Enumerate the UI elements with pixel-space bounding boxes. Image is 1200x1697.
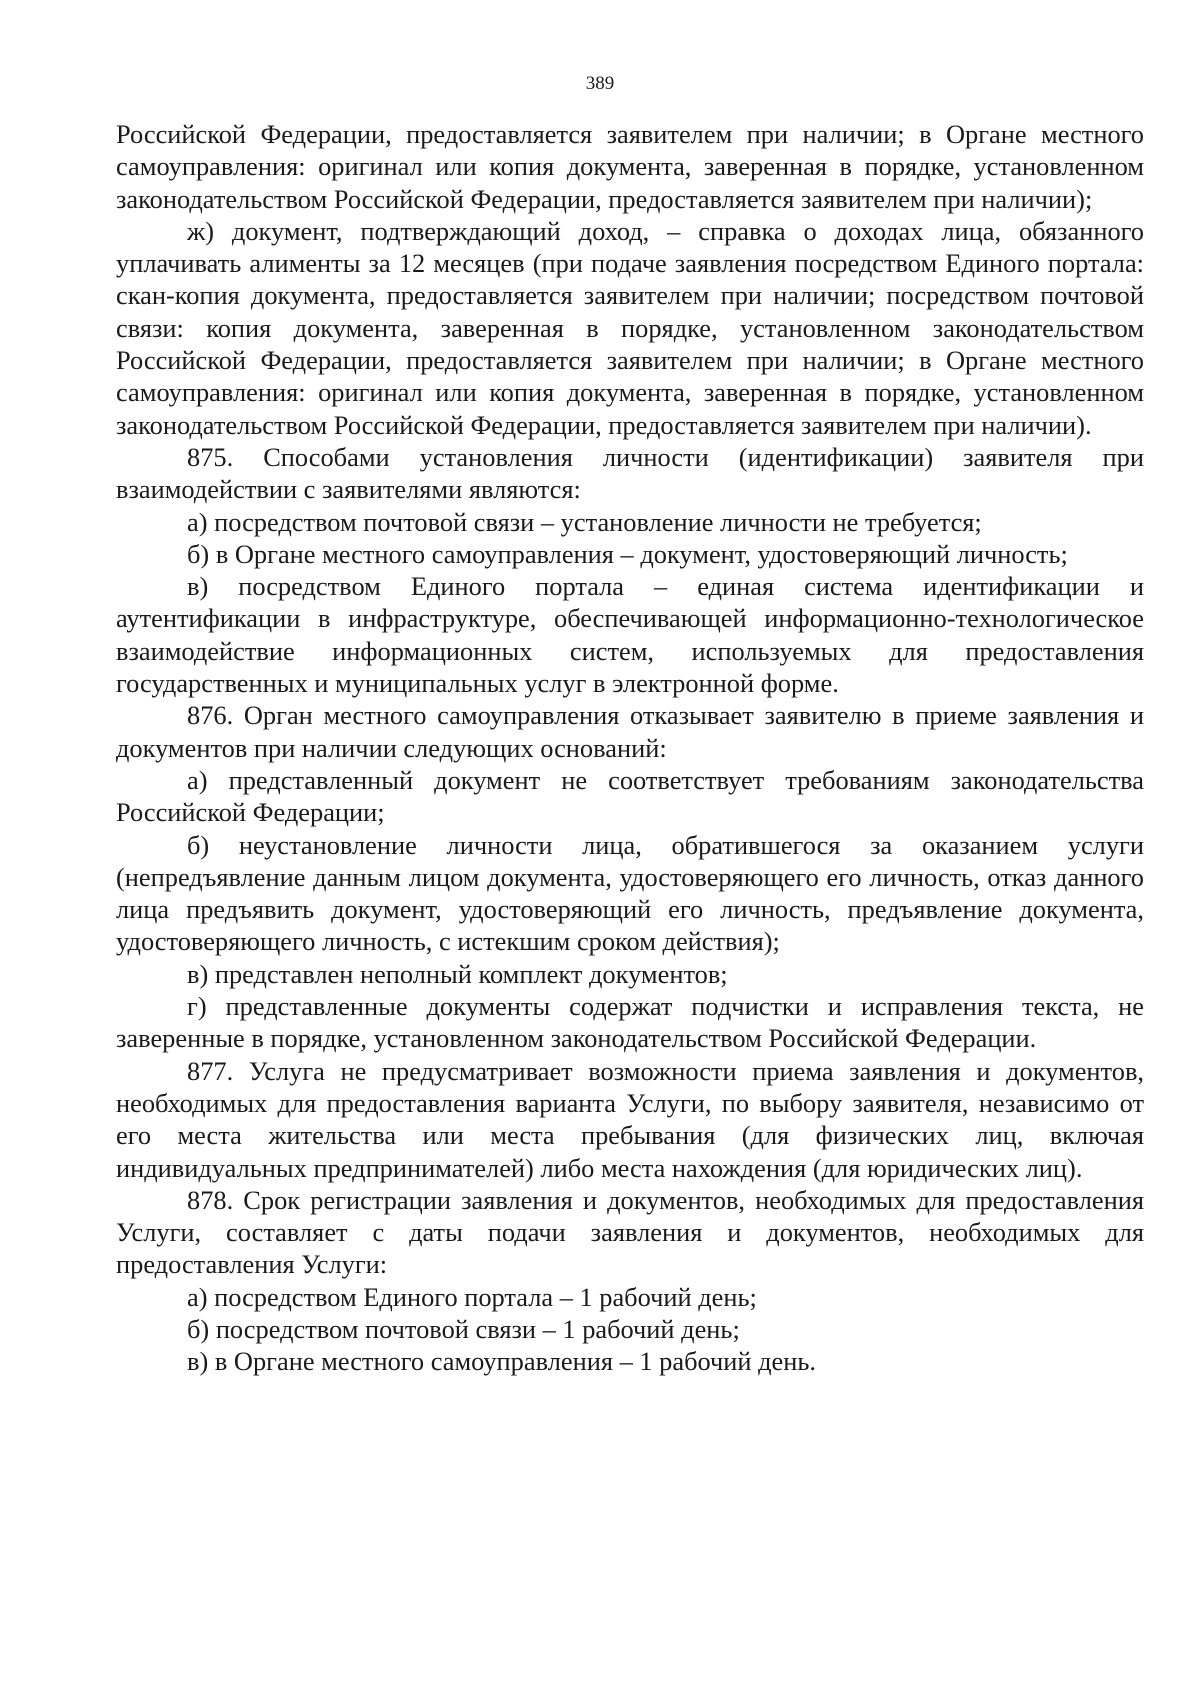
paragraph-875-v: в) посредством Единого портала – единая система идентификации и аутентификации в инфраструктуре, обеспечивающей информационно-технологическое взаимодействие информационных систем, используемых для предоставления государственных и муниципальных услуг в электронной форме. <box>116 571 1144 699</box>
paragraph-878: 878. Срок регистрации заявления и документов, необходимых для предоставления Услуги, составляет с даты подачи заявления и документов, необходимых для предоставления Услуги: <box>116 1184 1144 1280</box>
paragraph-875-b: б) в Органе местного самоуправления – документ, удостоверяющий личность; <box>187 538 1068 569</box>
paragraph-875: 875. Способами установления личности (идентификации) заявителя при взаимодействии с заявителями являются: <box>116 441 1144 505</box>
paragraph-876: 876. Орган местного самоуправления отказывает заявителю в приеме заявления и документов при наличии следующих оснований: <box>116 700 1144 763</box>
paragraph-878-v: в) в Органе местного самоуправления – 1 рабочий день. <box>187 1346 817 1377</box>
paragraph-876-g: г) представленные документы содержат подчистки и исправления текста, не заверенные в порядке, установленном законодательством Российской Федерации. <box>116 991 1144 1054</box>
paragraph-878-a: а) посредством Единого портала – 1 рабочий день; <box>187 1281 757 1312</box>
paragraph-878-b: б) посредством почтовой связи – 1 рабочий день; <box>187 1313 740 1344</box>
document-body <box>116 118 1144 1378</box>
paragraph-875-a: а) посредством почтовой связи – установление личности не требуется; <box>187 506 982 537</box>
paragraph-877: 877. Услуга не предусматривает возможности приема заявления и документов, необходимых для предоставления варианта Услуги, по выбору заявителя, независимо от его места жительства или места пребывания (для физических лиц, включая индивидуальных предпринимателей) либо места нахождения (для юридических лиц). <box>116 1055 1144 1183</box>
paragraph-876-v: в) представлен неполный комплект документов; <box>187 958 728 989</box>
paragraph-876-b: б) неустановление личности лица, обратившегося за оказанием услуги (непредъявление данным лицом документа, удостоверяющего его личность, отказ данного лица предъявить документ, удостоверяющий его личность, предъявление документа, удостоверяющего личность, с истекшим сроком действия); <box>116 829 1144 957</box>
paragraph-item-zh: ж) документ, подтверждающий доход, – справка о доходах лица, обязанного уплачивать алименты за 12 месяцев (при подаче заявления посредством Единого портала: скан-копия документа, предоставляется заявителем при наличии; посредством почтовой связи: копия документа, заверенная в порядке, установленном законодательством Российской Федерации, предоставляется заявителем при наличии; в Органе местного самоуправления: оригинал или копия документа, заверенная в порядке, установленном законодательством Российской Федерации, предоставляется заявителем при наличии). <box>116 215 1144 440</box>
page-number: 389 <box>585 73 615 94</box>
paragraph-876-a: а) представленный документ не соответствует требованиям законодательства Российской Федерации; <box>116 764 1144 828</box>
paragraph-continuation: Российской Федерации, предоставляется заявителем при наличии; в Органе местного самоуправления: оригинал или копия документа, заверенная в порядке, установленном законодательством Российской Федерации, предоставляется заявителем при наличии); <box>116 119 1144 214</box>
